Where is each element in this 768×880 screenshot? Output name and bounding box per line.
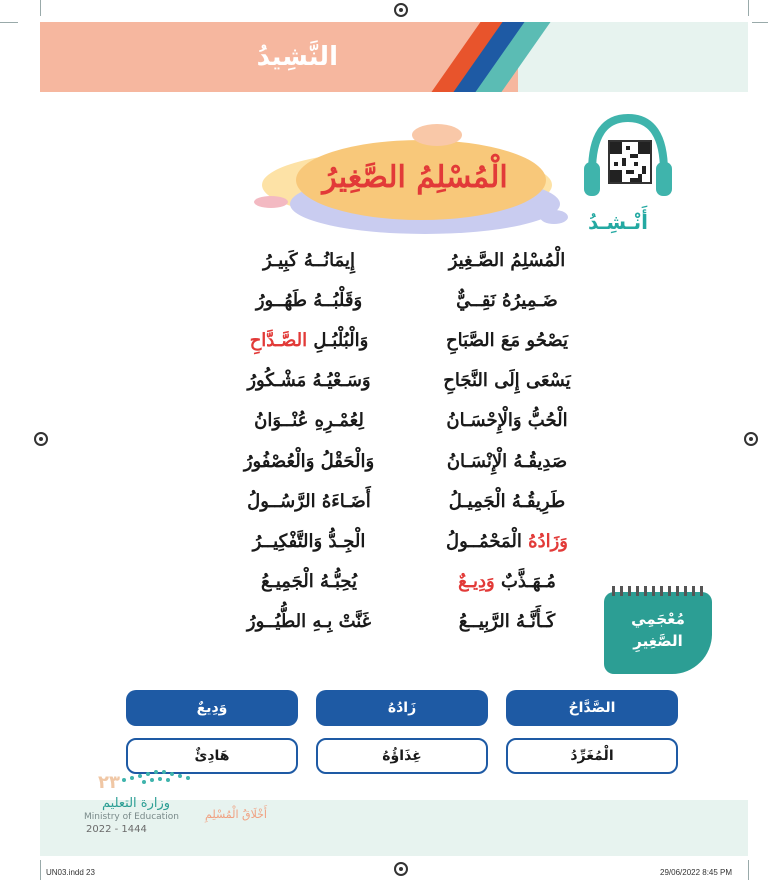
registration-mark-icon [34,432,48,446]
poem-title: الْمُسْلِمُ الصَّغِيرُ [322,160,508,195]
verse-hemistich-right: طَرِيقُـهُ الْجَمِيـلُ [448,490,566,512]
highlighted-word: الصَّـدَّاحِ [249,329,308,351]
page-number: ٢٣ [98,772,120,793]
verse-hemistich-left: يُحِبُّـهُ الْجَمِيـعُ [260,571,358,593]
verse-text: وَالْبُلْبُـلِ [313,329,369,351]
crop-mark [0,22,18,23]
crop-mark [40,0,41,16]
ministry-logo-icon [118,762,198,786]
title-blob-pink [254,196,288,208]
verse-hemistich-left [210,330,408,351]
verse-row [210,602,606,642]
verse-row [210,562,606,602]
verse-text: مُـهَـذَّبٌ [500,571,556,593]
title-blob-lavender-small [540,210,568,224]
vocab-meaning: هَادِئٌ [126,738,298,774]
crop-mark [748,860,749,880]
page-title: النَّشِيدُ [256,42,338,72]
vocab-word: زَادُهُ [316,690,488,726]
vocab-word: وَدِيعٌ [126,690,298,726]
my-little-dictionary-card [604,592,712,674]
crop-mark [752,22,768,23]
verse-hemistich-right: يَسْعَى إِلَى النَّجَاحِ [443,370,571,392]
qr-code[interactable] [608,140,652,184]
ministry-name-en: Ministry of Education [84,812,179,822]
verse-hemistich-left: وَسَـعْيُـهُ مَشْـكُورُ [247,370,371,392]
verse-hemistich-right: يَصْحُو مَعَ الصَّبَاحِ [446,329,568,351]
verse-hemistich-left: لِعُمْـرِهِ عُنْــوَانُ [254,410,364,432]
poem-verses [210,240,606,642]
verse-row [210,361,606,401]
vocab-word: الصَّدَّاحُ [506,690,678,726]
verse-row [210,320,606,360]
verse-row [210,521,606,561]
vocab-meaning: الْمُغَرِّدُ [506,738,678,774]
crop-mark [40,860,41,880]
verse-row [210,240,606,280]
highlighted-word: وَدِيـعٌ [458,571,495,593]
verse-hemistich-left: الْجِـدُّ وَالتَّفْكِيــرُ [252,530,366,552]
verse-hemistich-right: كَـأَنَّـهُ الرَّبِيــعُ [458,611,556,633]
header-band [40,22,748,92]
verse-hemistich-left: أَضَـاءَهُ الرَّسُــولُ [247,490,371,512]
verse-hemistich-left: وَالْحَقْلُ وَالْعُصْفُورُ [243,450,375,472]
verse-hemistich-right: ضَـمِيرُهُ نَقِــيٌّ [456,289,558,311]
verse-hemistich-left: غَنَّتْ بِـهِ الطُّيُــورُ [246,611,372,633]
recite-label: أَنْـشِـدُ [588,210,648,234]
verse-hemistich-right: الْحُبُّ وَالْإِحْسَـانُ [446,410,568,432]
verse-hemistich-right [408,571,606,592]
registration-mark-icon [744,432,758,446]
crop-mark [748,0,749,16]
highlighted-word: وَزَادُهُ [528,530,568,552]
verse-row [210,401,606,441]
spiral-binding-icon [612,586,704,596]
verse-hemistich-right: الْمُسْلِمُ الصَّـغِيرُ [448,249,566,271]
book-name: أَخْلَاقُ الْمُسْلِمِ [205,808,267,821]
verse-hemistich-left: إِيمَانُــهُ كَبِيـرُ [262,249,355,271]
ministry-name-ar: وزارة التعليم [102,796,171,811]
verse-row [210,441,606,481]
verse-text: الْمَحْمُــولُ [446,530,522,552]
card-title-line1: مُعْجَمِي [631,610,685,628]
registration-mark-icon [394,862,408,876]
slug-file: UN03.indd 23 [46,868,95,877]
verse-hemistich-right: صَدِيقُـهُ الْإِنْسَـانُ [446,450,568,472]
verse-hemistich-right [408,531,606,552]
vocab-meaning: غِذَاؤُهُ [316,738,488,774]
verse-row [210,280,606,320]
card-title-line2: الصَّغِيرِ [633,632,683,650]
slug-date: 29/06/2022 8:45 PM [660,868,733,877]
verse-row [210,481,606,521]
title-blob-peach [412,124,462,146]
qr-code-icon [610,142,650,182]
registration-mark-icon [394,3,408,17]
ministry-year: 2022 - 1444 [86,824,147,835]
verse-hemistich-left: وَقَلْبُــهُ طَهُــورُ [255,289,363,311]
